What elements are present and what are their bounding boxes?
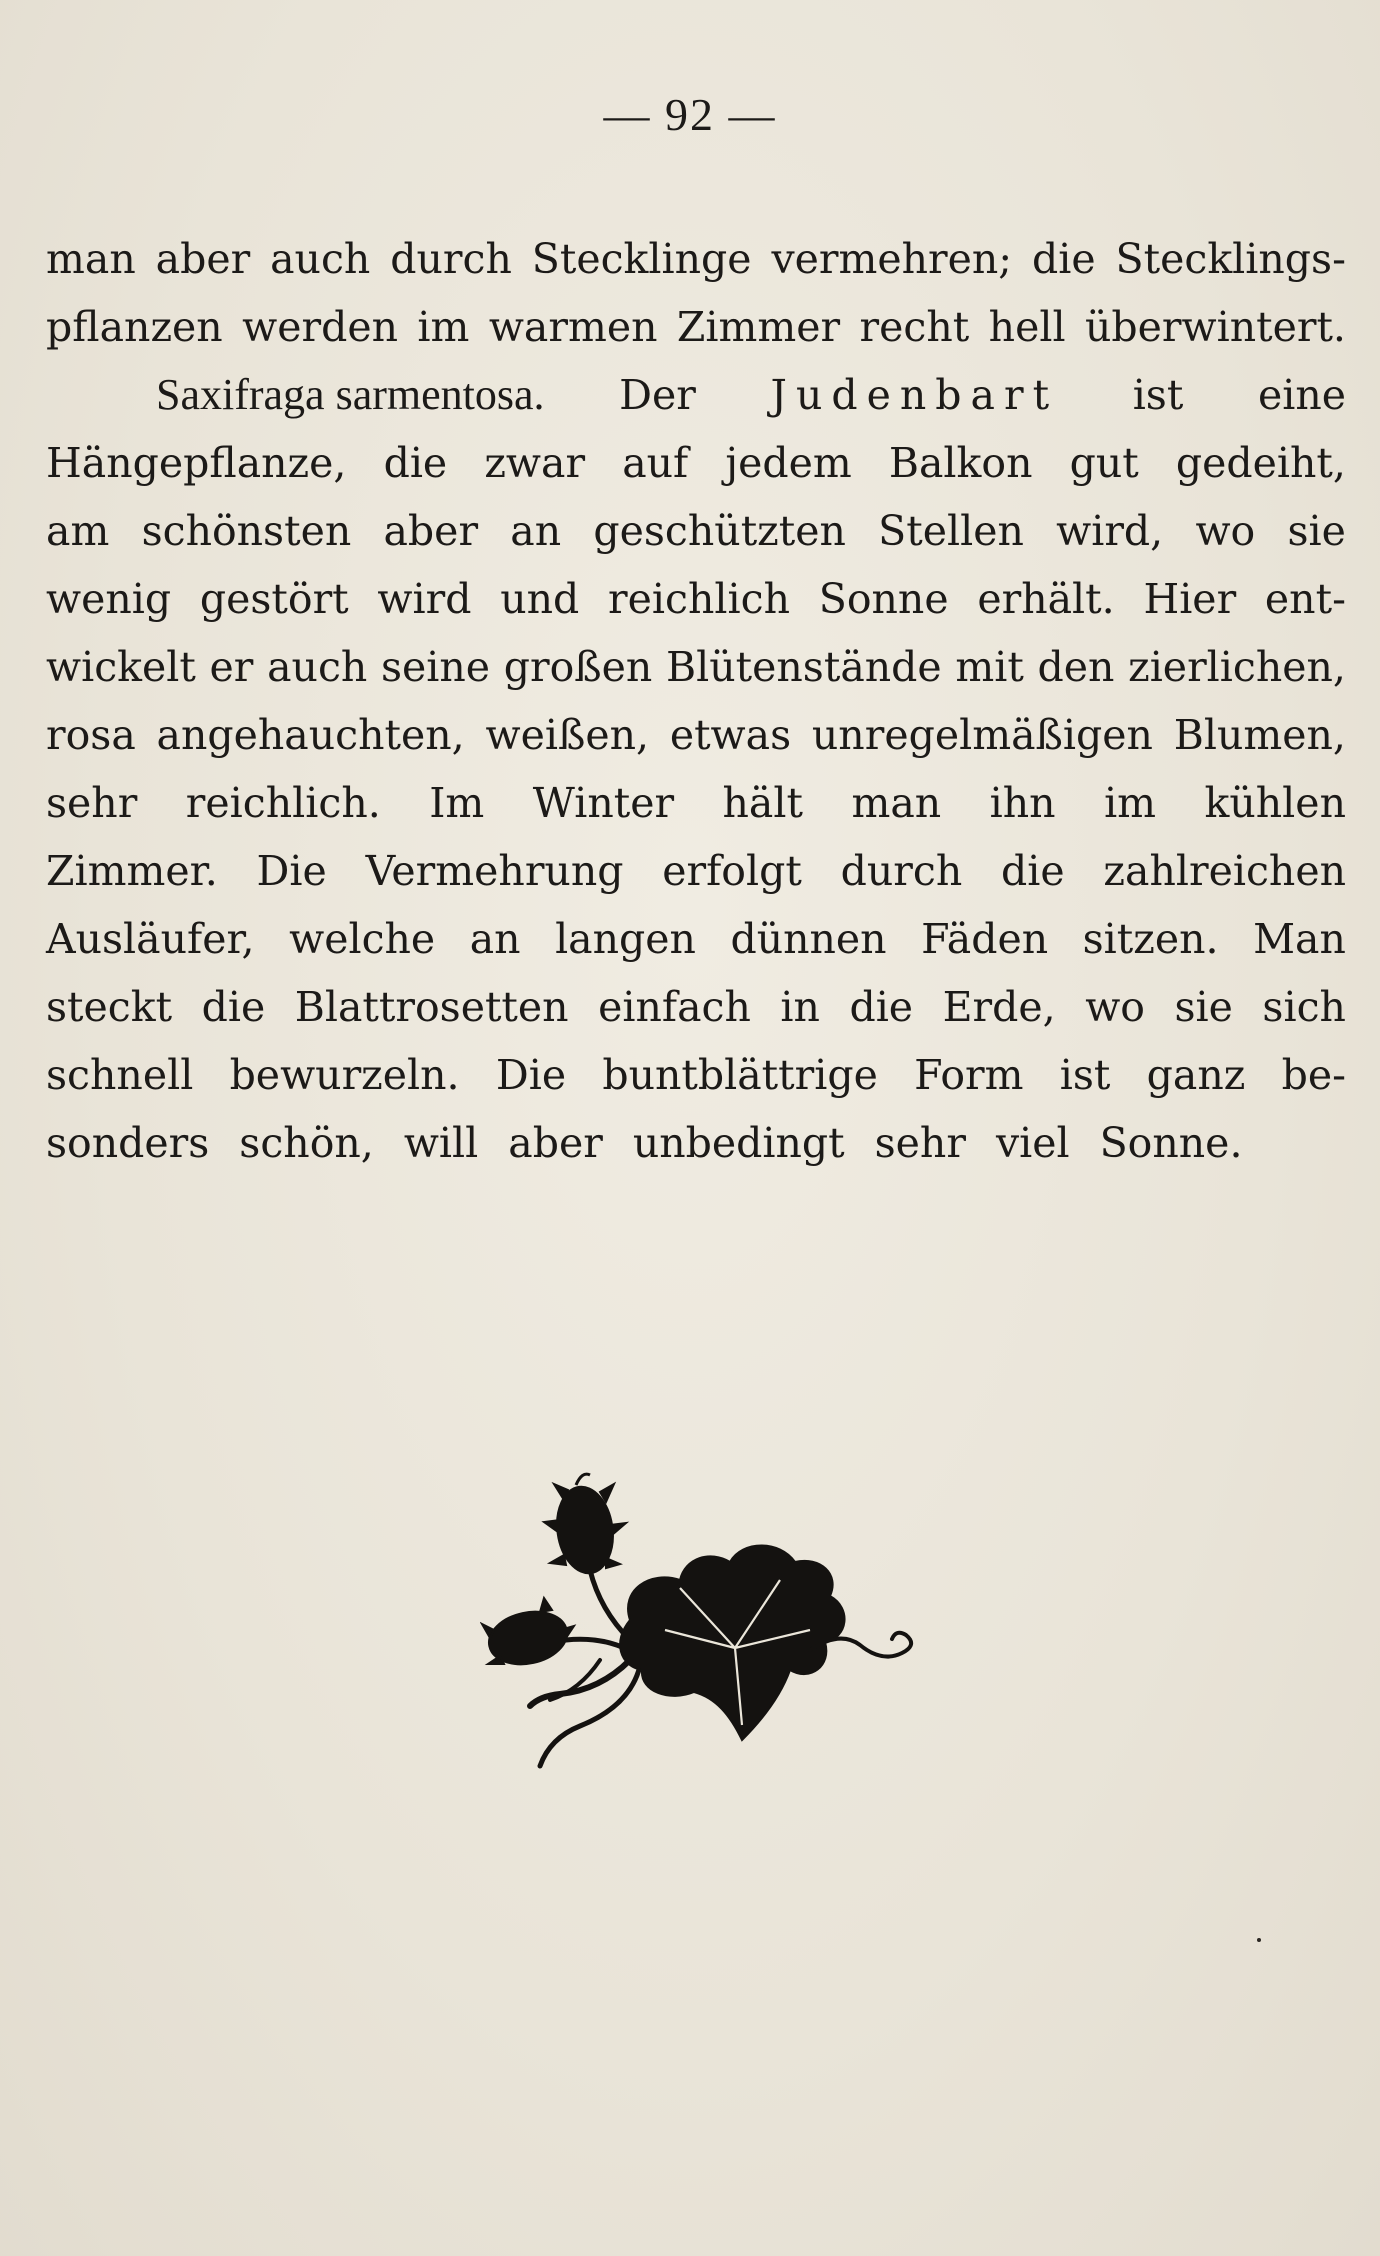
- word: großen: [503, 643, 653, 691]
- word: wickelt: [46, 643, 196, 691]
- text-line-7: [46, 633, 1346, 701]
- text-line-1: [46, 225, 1346, 293]
- word: hält: [722, 779, 803, 827]
- emphasized-word: Judenbart: [770, 371, 1059, 419]
- word: ganz: [1146, 1051, 1246, 1099]
- word: ist: [1059, 1051, 1111, 1099]
- word: Sonne: [818, 575, 949, 623]
- word: überwintert.: [1084, 303, 1346, 351]
- word: Ausläufer,: [46, 915, 255, 963]
- word: Stecklinge: [531, 235, 752, 283]
- word: sehr: [874, 1119, 966, 1167]
- word: Die: [256, 847, 327, 895]
- word: geschützten: [593, 507, 846, 555]
- word: pflanzen: [46, 303, 223, 351]
- word: steckt: [46, 983, 173, 1031]
- word: Man: [1253, 915, 1346, 963]
- word: Fäden: [921, 915, 1049, 963]
- word: zahlreichen: [1103, 847, 1346, 895]
- hop-leaf: [620, 1546, 844, 1741]
- word: Form: [914, 1051, 1024, 1099]
- word: Vermehrung: [365, 847, 624, 895]
- word: schön,: [239, 1119, 374, 1167]
- text-line-4: [46, 429, 1346, 497]
- text-line-2: [46, 293, 1346, 361]
- word: bewurzeln.: [229, 1051, 460, 1099]
- word: kühlen: [1204, 779, 1346, 827]
- word: wo: [1195, 507, 1256, 555]
- hop-cone-upper: [544, 1474, 626, 1577]
- word: aber: [155, 235, 251, 283]
- word: eine: [1257, 371, 1346, 419]
- word: rosa: [46, 711, 136, 759]
- word: reichlich: [608, 575, 790, 623]
- word: ist: [1132, 371, 1184, 419]
- word: Der: [619, 371, 696, 419]
- hop-cone-left: [482, 1598, 574, 1672]
- word: vermehren;: [771, 235, 1013, 283]
- word: viel: [995, 1119, 1070, 1167]
- word: ent-: [1264, 575, 1346, 623]
- word: Balkon: [888, 439, 1033, 487]
- text-line-8: [46, 701, 1346, 769]
- word: Sonne.: [1099, 1119, 1243, 1167]
- word: unregelmäßigen: [811, 711, 1153, 759]
- word: be-: [1281, 1051, 1346, 1099]
- word: wenig: [46, 575, 172, 623]
- word: Blumen,: [1173, 711, 1346, 759]
- word: gestört: [199, 575, 349, 623]
- botanical-name: Saxifraga sarmentosa.: [156, 370, 545, 419]
- word: seine: [380, 643, 491, 691]
- word: und: [500, 575, 580, 623]
- word: die: [1032, 235, 1096, 283]
- word: sie: [1287, 507, 1346, 555]
- text-line-11: [46, 905, 1346, 973]
- word: Blattrosetten: [294, 983, 569, 1031]
- word: Winter: [532, 779, 675, 827]
- word: an: [510, 507, 562, 555]
- word: erfolgt: [662, 847, 802, 895]
- word: an: [469, 915, 521, 963]
- word: buntblättrige: [602, 1051, 878, 1099]
- word: schönsten: [141, 507, 352, 555]
- word: gut: [1069, 439, 1139, 487]
- text-line-12: [46, 973, 1346, 1041]
- hop-stems: [530, 1570, 640, 1766]
- word: aber: [383, 507, 479, 555]
- word: erhält.: [977, 575, 1115, 623]
- text-line-13: [46, 1041, 1346, 1109]
- word: recht: [859, 303, 970, 351]
- word: sehr: [46, 779, 138, 827]
- word: wird: [377, 575, 472, 623]
- hop-vine-vignette-icon: [480, 1470, 920, 1790]
- word: sonders: [46, 1119, 210, 1167]
- word: im: [417, 303, 470, 351]
- word: Stellen: [878, 507, 1024, 555]
- word: Im: [429, 779, 485, 827]
- word: zwar: [484, 439, 586, 487]
- word: wo: [1085, 983, 1145, 1031]
- word: Hier: [1143, 575, 1237, 623]
- word: man: [46, 235, 136, 283]
- word: sitzen.: [1082, 915, 1219, 963]
- word: schnell: [46, 1051, 194, 1099]
- word: Hängepflanze,: [46, 439, 347, 487]
- word: langen: [555, 915, 696, 963]
- word: die: [383, 439, 448, 487]
- word: die: [849, 983, 914, 1031]
- word: will: [403, 1119, 479, 1167]
- word: durch: [390, 235, 512, 283]
- word: wird,: [1056, 507, 1164, 555]
- word: jedem: [725, 439, 852, 487]
- word: sich: [1262, 983, 1346, 1031]
- word: sie: [1174, 983, 1233, 1031]
- word: Zimmer.: [46, 847, 218, 895]
- word: angehauchten,: [156, 711, 465, 759]
- word: auf: [622, 439, 689, 487]
- word: aber: [508, 1119, 603, 1167]
- word: auch: [270, 235, 371, 283]
- word: die: [1001, 847, 1065, 895]
- word: reichlich.: [185, 779, 381, 827]
- word: etwas: [669, 711, 792, 759]
- text-line-14: [46, 1109, 1346, 1177]
- word: gedeiht,: [1175, 439, 1346, 487]
- paper-speck: [1257, 1938, 1261, 1942]
- word: Erde,: [942, 983, 1056, 1031]
- word: durch: [840, 847, 963, 895]
- word: werden: [242, 303, 398, 351]
- word: den: [1037, 643, 1115, 691]
- text-line-9: [46, 769, 1346, 837]
- word: am: [46, 507, 110, 555]
- word: Stecklings-: [1115, 235, 1346, 283]
- word: mit: [955, 643, 1024, 691]
- word: Die: [495, 1051, 567, 1099]
- body-text: [46, 225, 1346, 1177]
- text-line-5: [46, 497, 1346, 565]
- word: er: [209, 643, 254, 691]
- word: man: [851, 779, 942, 827]
- text-line-6: [46, 565, 1346, 633]
- text-line-3: [46, 361, 1346, 429]
- word: weißen,: [485, 711, 650, 759]
- word: warmen: [488, 303, 658, 351]
- word: zierlichen,: [1128, 643, 1346, 691]
- word: einfach: [598, 983, 751, 1031]
- word: in: [780, 983, 820, 1031]
- word: hell: [988, 303, 1066, 351]
- word: welche: [289, 915, 436, 963]
- word: dünnen: [730, 915, 887, 963]
- word: Blütenstände: [666, 643, 942, 691]
- word: auch: [267, 643, 368, 691]
- word: Zimmer: [676, 303, 841, 351]
- word: unbedingt: [632, 1119, 845, 1167]
- word: ihn: [989, 779, 1056, 827]
- word: im: [1104, 779, 1157, 827]
- page-number: — 92 —: [603, 89, 777, 140]
- text-line-10: [46, 837, 1346, 905]
- word: die: [201, 983, 266, 1031]
